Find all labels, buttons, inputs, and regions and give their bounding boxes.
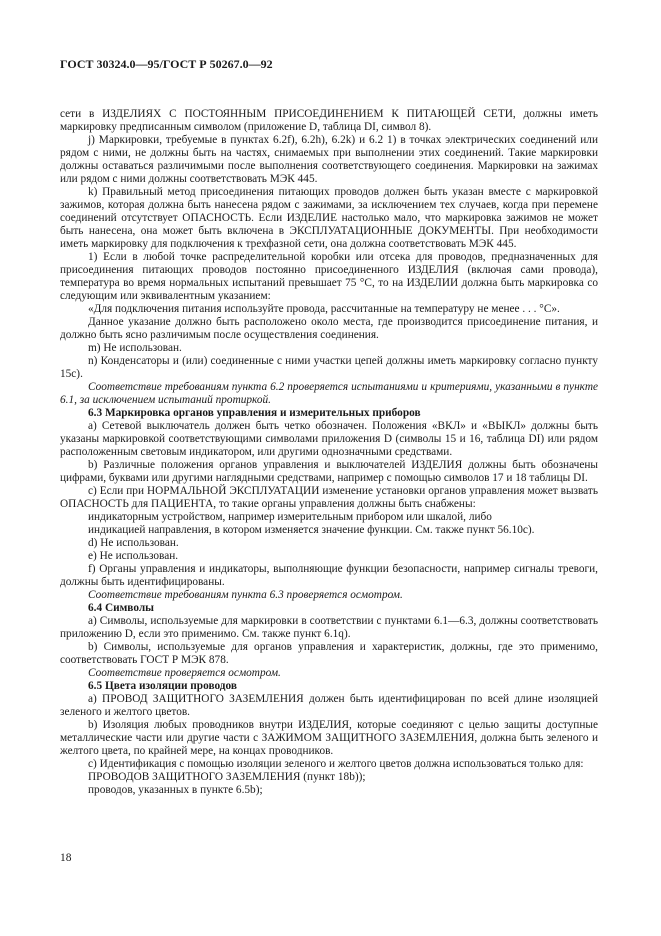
compliance-6-3: Соответствие требованиям пункта 6.3 проверяется осмотром.	[88, 589, 403, 601]
paragraph-l2: Данное указание должно быть расположено около места, где производится присоединение питания, и должно быть ясно различимым после осуществления соединения.	[60, 316, 598, 341]
paragraph-6-5-c-list-2: проводов, указанных в пункте 6.5b);	[88, 784, 263, 796]
paragraph-6-3-d: d) Не использован.	[88, 537, 179, 549]
heading-6-4: 6.4 Символы	[88, 602, 154, 614]
paragraph-6-3-b: b) Различные положения органов управления и выключателей ИЗДЕЛИЯ должны быть обозначены цифрами, буквами или другими наглядными средствами, например с помощью символов 17 и 18 таблицы DI.	[60, 459, 598, 484]
heading-6-5: 6.5 Цвета изоляции проводов	[88, 680, 237, 692]
compliance-6-2: Соответствие требованиям пункта 6.2 проверяется испытаниями и критериями, указанными в пункте 6.1, за исключением испытаний протиркой.	[60, 381, 598, 406]
paragraph-n: n) Конденсаторы и (или) соединенные с ними участки цепей должны иметь маркировку согласно пункту 15с).	[60, 355, 598, 380]
heading-6-3: 6.3 Маркировка органов управления и измерительных приборов	[88, 407, 421, 419]
paragraph-6-5-c-list-1: ПРОВОДОВ ЗАЩИТНОГО ЗАЗЕМЛЕНИЯ (пункт 18b));	[88, 771, 366, 783]
paragraph-m: m) Не использован.	[88, 342, 182, 354]
paragraph-6-4-a: а) Символы, используемые для маркировки в соответствии с пунктами 6.1—6.3, должны соответствовать приложению D, если это применимо. См. также пункт 6.1q).	[60, 615, 598, 640]
paragraph-cont: сети в ИЗДЕЛИЯХ С ПОСТОЯННЫМ ПРИСОЕДИНЕНИЕМ К ПИТАЮЩЕЙ СЕТИ, должны иметь маркировку предписанным символом (приложение D, таблица DI, символ 8).	[60, 108, 598, 133]
paragraph-quote: «Для подключения питания используйте провода, рассчитанные на температуру не менее . . . °С».	[88, 303, 560, 315]
paragraph-k: k) Правильный метод присоединения питающих проводов должен быть указан вместе с маркировкой зажимов, которая должна быть нанесена рядом с зажимами, за исключением тех случаев, когда при перемене соединений отсутствует ОПАСНОСТЬ. Если ИЗДЕЛИЕ настолько мало, что маркировка зажимов не может быть нанесена, она может быть включена в ЭКСПЛУАТАЦИОННЫЕ ДОКУМЕНТЫ. При необходимости иметь маркировку для подключения к трехфазной сети, она должна соответствовать МЭК 445.	[60, 186, 598, 250]
paragraph-6-3-a: а) Сетевой выключатель должен быть четко обозначен. Положения «ВКЛ» и «ВЫКЛ» должны быть указаны маркировкой соответствующими символами приложения D (символы 15 и 16, таблица DI) или рядом расположенным световым индикатором, или другими однозначными средствами.	[60, 420, 598, 458]
paragraph-6-5-b: b) Изоляция любых проводников внутри ИЗДЕЛИЯ, которые соединяют с целью защиты доступные металлические части или другие части с ЗАЖИМОМ ЗАЩИТНОГО ЗАЗЕМЛЕНИЯ, должна быть зеленого и желтого цвета, по крайней мере, на концах проводников.	[60, 719, 598, 757]
paragraph-6-3-c: с) Если при НОРМАЛЬНОЙ ЭКСПЛУАТАЦИИ изменение установки органов управления может вызвать ОПАСНОСТЬ для ПАЦИЕНТА, то такие органы управления должны быть снабжены:	[60, 485, 598, 510]
page-number: 18	[60, 852, 72, 864]
paragraph-6-3-f: f) Органы управления и индикаторы, выполняющие функции безопасности, например сигналы тревоги, должны быть идентифицированы.	[60, 563, 598, 588]
paragraph-l: 1) Если в любой точке распределительной коробки или отсека для проводов, предназначенных для присоединения питающих проводов постоянно присоединенного ИЗДЕЛИЯ (включая сами провода), температура во время нормальных испытаний превышает 75 °С, то на ИЗДЕЛИИ должна быть маркировка со следующим или эквивалентным указанием:	[60, 251, 598, 302]
paragraph-6-4-b: b) Символы, используемые для органов управления и характеристик, должны, где это применимо, соответствовать ГОСТ Р МЭК 878.	[60, 641, 598, 666]
paragraph-6-5-c: с) Идентификация с помощью изоляции зеленого и желтого цветов должна использоваться только для:	[88, 758, 584, 770]
paragraph-6-3-c-list-2: индикацией направления, в котором изменяется значение функции. См. также пункт 56.10с).	[88, 524, 535, 536]
paragraph-j: j) Маркировки, требуемые в пунктах 6.2f), 6.2h), 6.2k) и 6.2 1) в точках электрических соединений или рядом с ними, не должны быть на частях, снимаемых при выполнении этих соединений. Такие маркировки должны оставаться различимыми после выполнения соответствующего соединения. Маркировки на зажимах или рядом с ними должны соответствовать МЭК 445.	[60, 134, 598, 185]
paragraph-6-3-c-list-1: индикаторным устройством, например измерительным прибором или шкалой, либо	[88, 511, 492, 523]
page-header: ГОСТ 30324.0—95/ГОСТ Р 50267.0—92	[60, 57, 273, 71]
paragraph-6-5-a: а) ПРОВОД ЗАЩИТНОГО ЗАЗЕМЛЕНИЯ должен быть идентифицирован по всей длине изоляцией зеленого и желтого цветов.	[60, 693, 598, 718]
page-body	[60, 108, 598, 797]
compliance-6-4: Соответствие проверяется осмотром.	[88, 667, 281, 679]
paragraph-6-3-e: е) Не использован.	[88, 550, 179, 562]
